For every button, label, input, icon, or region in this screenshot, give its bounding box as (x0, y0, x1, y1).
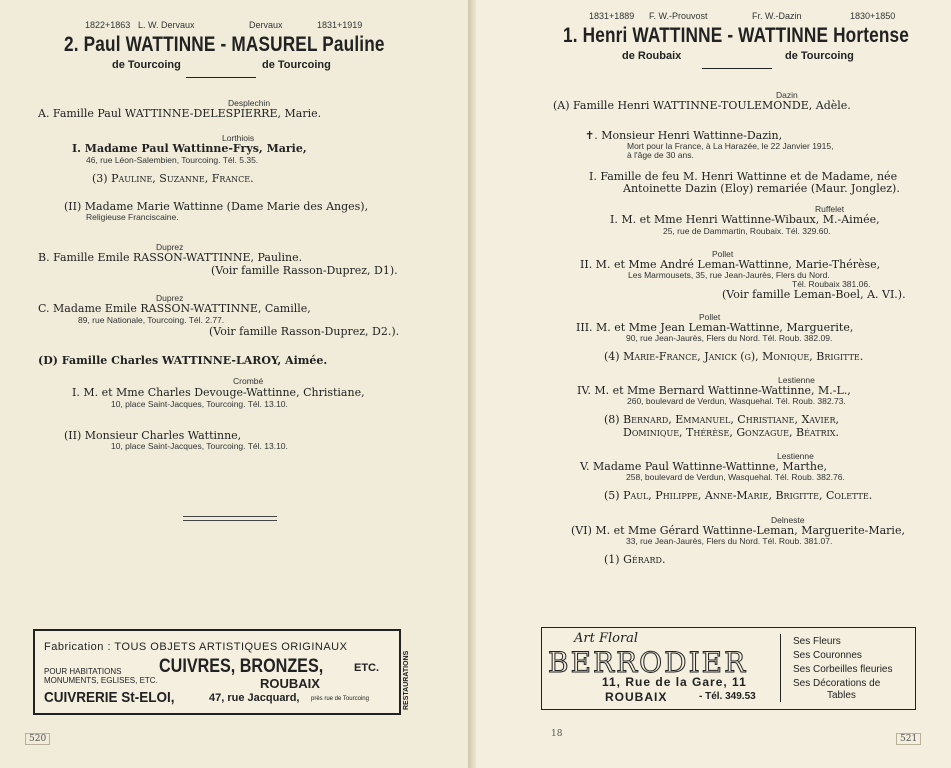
entry-line: (VI) M. et Mme Gérard Wattinne-Leman, Marguerite-Marie, (571, 524, 905, 537)
left-origin-left: de Tourcoing (112, 59, 181, 71)
left-page (0, 0, 468, 768)
left-dates-right: 1831+1919 (317, 20, 363, 30)
folio-number: 18 (551, 729, 563, 739)
ad-service: Ses Couronnes (793, 650, 862, 661)
family-heading: (D) Famille Charles WATTINNE-LAROY, Aimée. (38, 354, 328, 367)
cross-reference: (Voir famille Rasson-Duprez, D2.). (209, 325, 400, 338)
children-line: Dominique, Thérèse, Gonzague, Béatrix. (623, 426, 839, 439)
address-line: Mort pour la France, à La Harazée, le 22 Janvier 1915, (627, 141, 834, 151)
section-divider (183, 516, 277, 521)
children-line: (5) Paul, Philippe, Anne-Marie, Brigitte, Colette. (604, 489, 873, 502)
entry-line: V. Madame Paul Wattinne-Wattinne, Marthe, (580, 460, 828, 473)
ad-script-title: Art Floral (574, 631, 639, 646)
address-line: 10, place Saint-Jacques, Tourcoing. Tél. 13.10. (111, 441, 288, 451)
entry-line: ✝. Monsieur Henri Wattinne-Dazin, (585, 129, 783, 142)
ad-etc: ETC. (354, 662, 380, 674)
maiden-name: Duprez (156, 242, 184, 252)
title-rule (702, 68, 772, 69)
maiden-name: Pollet (699, 312, 721, 322)
children-line: (8) Bernard, Emmanuel, Christiane, Xavier, (604, 413, 839, 426)
entry-line: (II) Monsieur Charles Wattinne, (64, 429, 242, 442)
ad-note: près rue de Tourcoing (311, 696, 369, 702)
right-origin-left: de Roubaix (622, 50, 682, 62)
maiden-name: Lorthiois (222, 133, 255, 143)
address-line: 25, rue de Dammartin, Roubaix. Tél. 329.60. (663, 226, 831, 236)
ad-city: ROUBAIX (605, 690, 668, 704)
family-heading: (A) Famille Henri WATTINNE-TOULEMONDE, Adèle. (553, 99, 851, 112)
entry-line: II. M. et Mme André Leman-Wattinne, Marie-Thérèse, (580, 258, 881, 271)
children-line: (3) Pauline, Suzanne, France. (92, 172, 254, 185)
title-rule (186, 77, 256, 78)
ad-service: Ses Corbeilles fleuries (793, 664, 893, 675)
ad-headline: CUIVRES, BRONZES, (159, 656, 324, 677)
cross-reference: (Voir famille Leman-Boel, A. VI.). (722, 288, 906, 301)
family-heading: A. Famille Paul WATTINNE-DELESPIERRE, Marie. (38, 107, 322, 120)
ad-separator (780, 634, 781, 702)
address-line: 258, boulevard de Verdun, Wasquehal. Tél. Roub. 382.76. (626, 472, 845, 482)
entry-line: I. Madame Paul Wattinne-Frys, Marie, (72, 142, 307, 155)
cross-reference: (Voir famille Rasson-Duprez, D1). (211, 264, 398, 277)
address-line: 260, boulevard de Verdun, Wasquehal. Tél. Roub. 382.73. (627, 396, 846, 406)
family-heading: B. Famille Emile RASSON-WATTINNE, Pauline. (38, 251, 303, 264)
left-person-right: Dervaux (249, 20, 283, 30)
left-page-title: 2. Paul WATTINNE - MASUREL Pauline (64, 33, 385, 56)
left-dates-left: 1822+1863 (85, 20, 131, 30)
ad-city: ROUBAIX (260, 676, 320, 691)
maiden-name: Dazin (776, 90, 798, 100)
ad-service: Ses Fleurs (793, 636, 841, 647)
address-line: à l'âge de 30 ans. (627, 150, 694, 160)
page-number: 521 (896, 733, 921, 745)
ad-address: 47, rue Jacquard, (209, 692, 300, 704)
book-gutter (468, 0, 476, 768)
ad-line: POUR HABITATIONS (44, 667, 122, 676)
maiden-name: Desplechin (228, 98, 271, 108)
ad-brand: CUIVRERIE St-ELOI, (44, 689, 175, 706)
maiden-name: Ruffelet (815, 204, 845, 214)
maiden-name: Duprez (156, 293, 184, 303)
ad-phone: - Tél. 349.53 (699, 691, 756, 702)
cuivrerie-advertisement (33, 629, 410, 715)
address-line: 10, place Saint-Jacques, Tourcoing. Tél. 13.10. (111, 399, 288, 409)
entry-line: I. M. et Mme Henri Wattinne-Wibaux, M.-Aimée, (610, 213, 880, 226)
maiden-name: Lestienne (778, 375, 815, 385)
address-line: Tél. Roubaix 381.06. (792, 279, 871, 289)
berrodier-advertisement (541, 627, 916, 710)
address-line: 90, rue Jean-Jaurès, Flers du Nord. Tél. Roub. 382.09. (626, 333, 833, 343)
ad-brand-name: BERRODIER (548, 646, 748, 679)
right-person-left: F. W.-Prouvost (649, 11, 708, 21)
maiden-name: Crombé (233, 376, 264, 386)
maiden-name: Delneste (771, 515, 805, 525)
ad-side-label: RESTAURATIONS (403, 650, 410, 710)
right-origin-right: de Tourcoing (785, 50, 854, 62)
page-number: 520 (25, 733, 50, 745)
entry-line: Antoinette Dazin (Eloy) remariée (Maur. Jonglez). (623, 182, 900, 195)
ad-service: Ses Décorations de (793, 678, 881, 689)
entry-line: I. M. et Mme Charles Devouge-Wattinne, Christiane, (72, 386, 365, 399)
entry-line: I. Famille de feu M. Henri Wattinne et de Madame, née (589, 170, 898, 183)
ad-line: Fabrication : TOUS OBJETS ARTISTIQUES ORIGINAUX (44, 641, 348, 653)
entry-line: IV. M. et Mme Bernard Wattinne-Wattinne, M.-L., (577, 384, 851, 397)
entry-line: (II) Madame Marie Wattinne (Dame Marie des Anges), (64, 200, 369, 213)
address-line: 33, rue Jean-Jaurès, Flers du Nord. Tél. Roub. 381.07. (626, 536, 833, 546)
children-line: (1) Gérard. (604, 553, 666, 566)
maiden-name: Pollet (712, 249, 734, 259)
address-line: 46, rue Léon-Salembien, Tourcoing. Tél. 5.35. (86, 155, 259, 165)
maiden-name: Lestienne (777, 451, 814, 461)
address-line: 89, rue Nationale, Tourcoing. Tél. 2.77. (78, 315, 225, 325)
right-person-right: Fr. W.-Dazin (752, 11, 802, 21)
address-line: Les Marmousets, 35, rue Jean-Jaurès, Flers du Nord. (628, 270, 830, 280)
ad-street: 11, Rue de la Gare, 11 (602, 675, 747, 689)
address-line: Religieuse Franciscaine. (86, 212, 179, 222)
children-line: (4) Marie-France, Janick (g), Monique, Brigitte. (604, 350, 864, 363)
right-dates-right: 1830+1850 (850, 11, 896, 21)
right-dates-left: 1831+1889 (589, 11, 635, 21)
right-page-title: 1. Henri WATTINNE - WATTINNE Hortense (563, 24, 910, 47)
ad-service: Tables (827, 690, 856, 701)
family-heading: C. Madame Emile RASSON-WATTINNE, Camille, (38, 302, 311, 315)
left-person-left: L. W. Dervaux (138, 20, 195, 30)
entry-line: III. M. et Mme Jean Leman-Wattinne, Marguerite, (576, 321, 854, 334)
ad-line: MONUMENTS, EGLISES, ETC. (44, 676, 158, 685)
left-origin-right: de Tourcoing (262, 59, 331, 71)
